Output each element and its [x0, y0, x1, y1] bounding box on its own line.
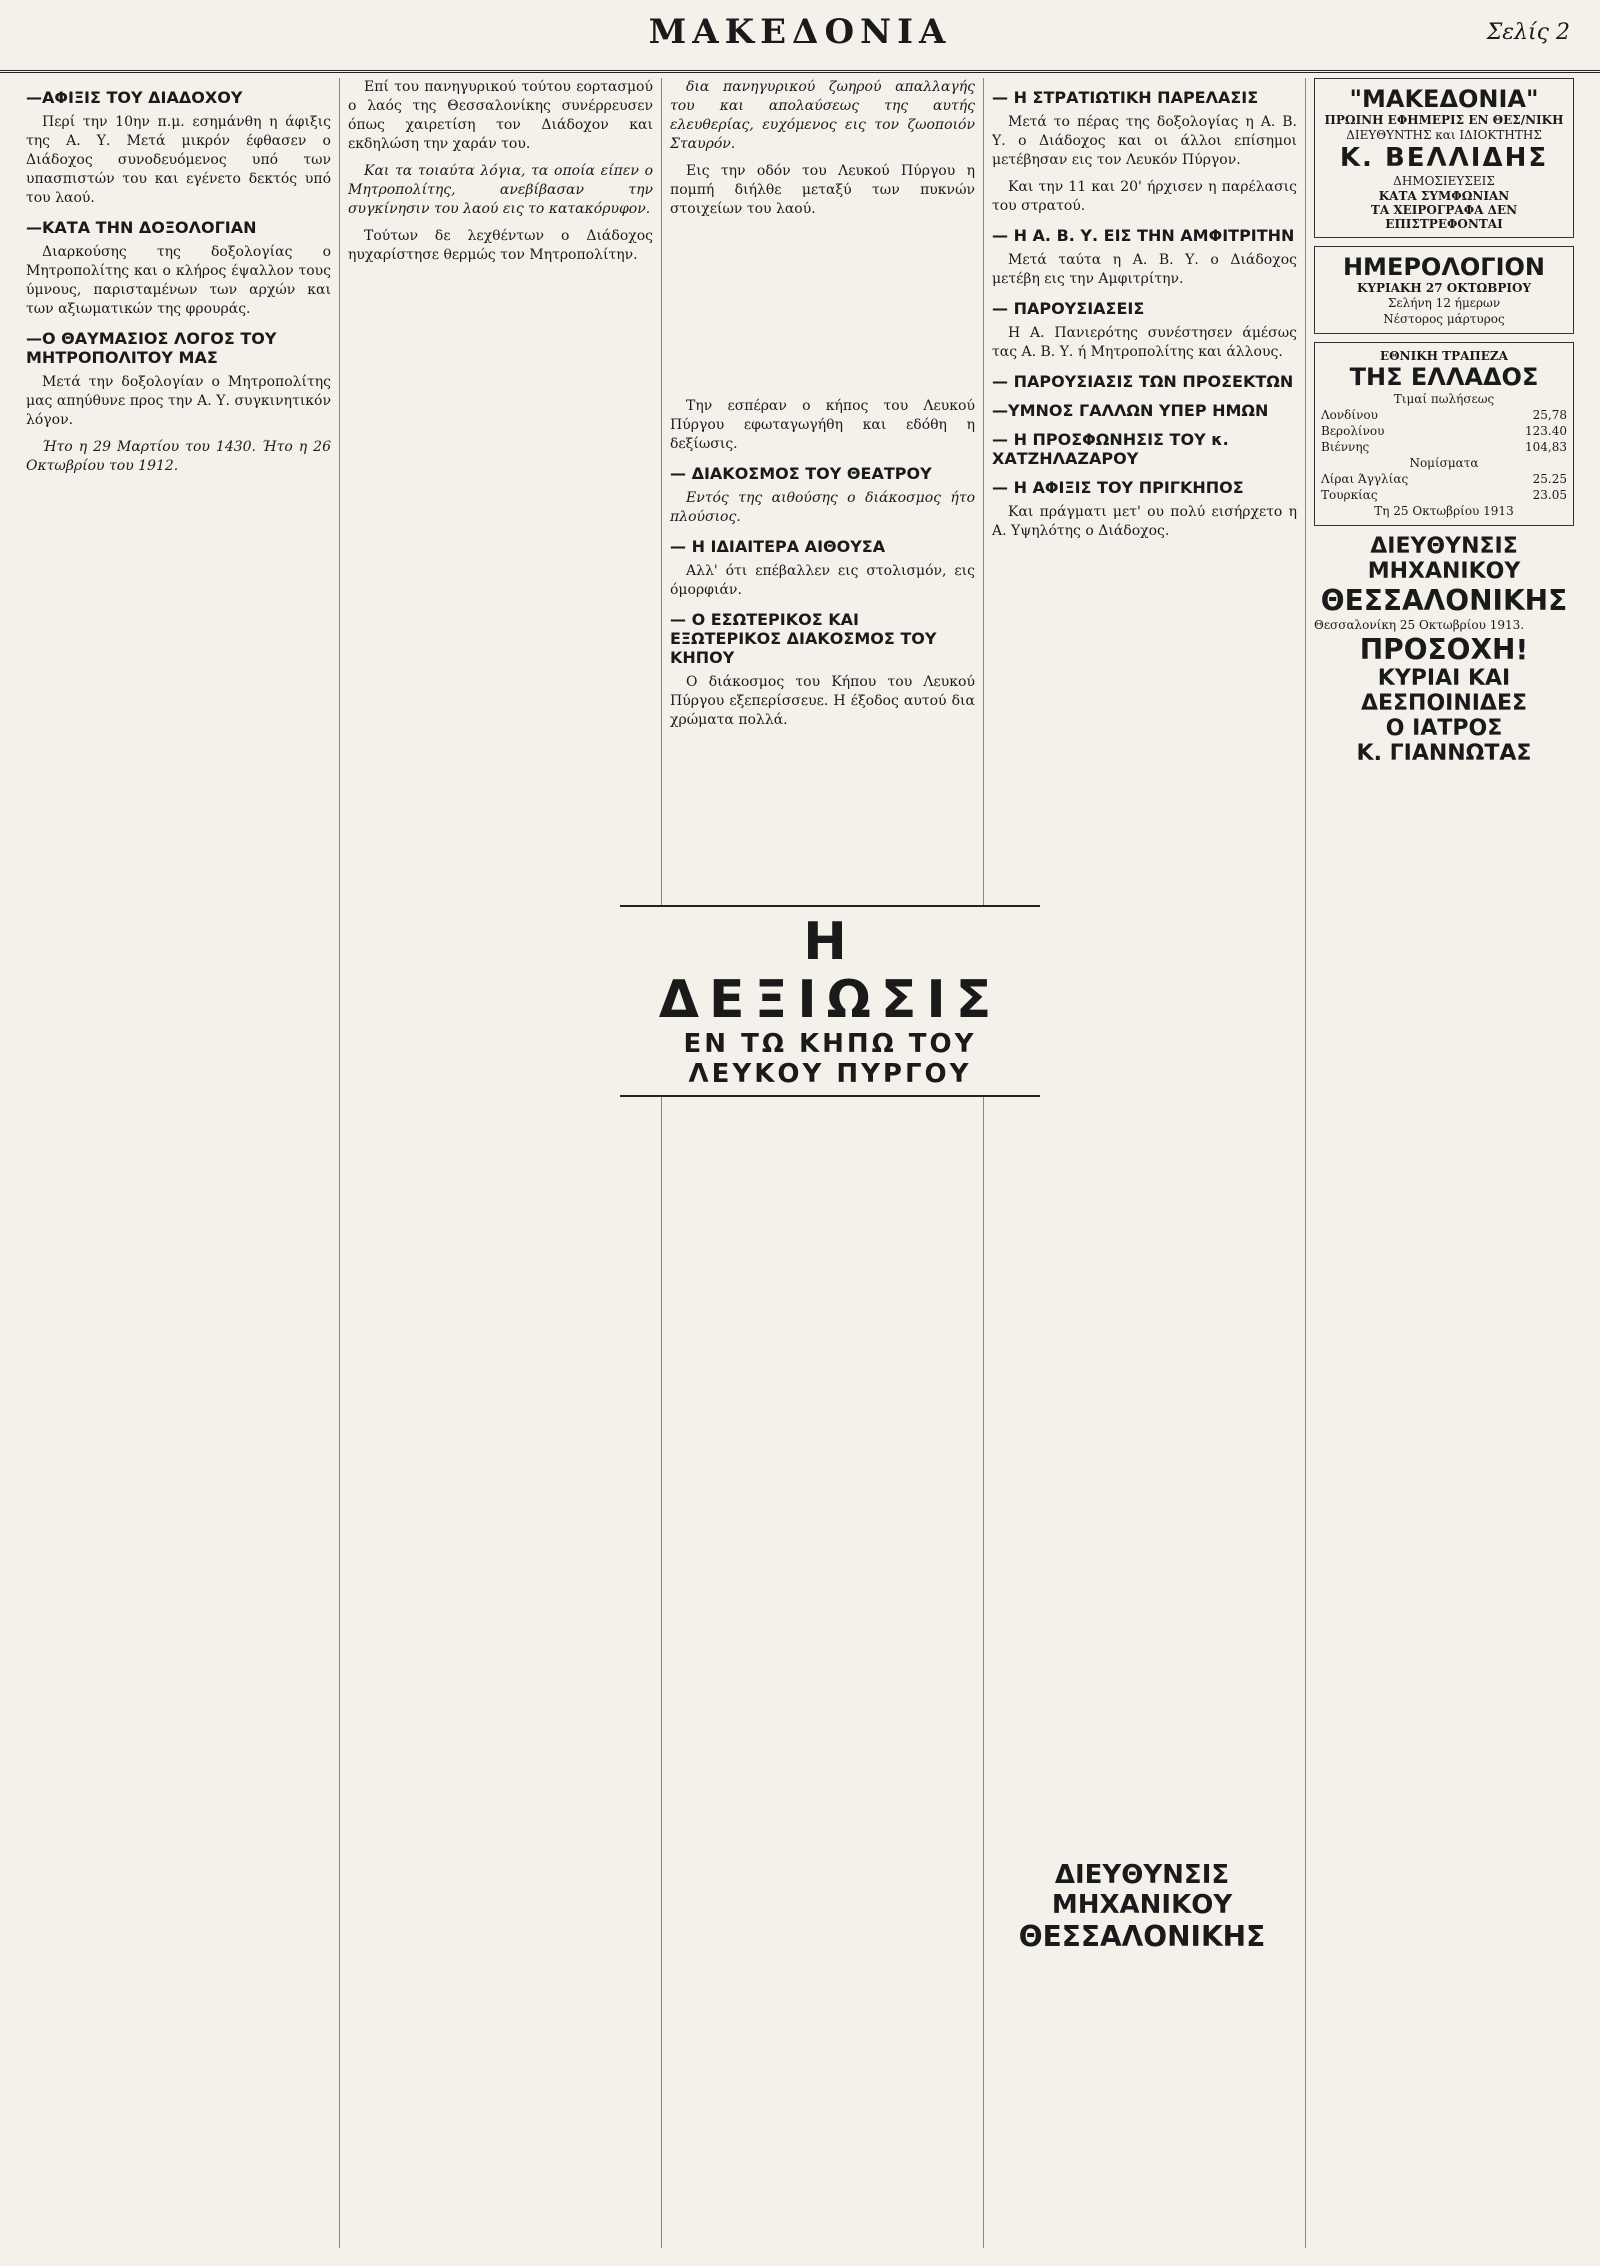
bank-title: ΕΘΝΙΚΗ ΤΡΑΠΕΖΑ [1380, 349, 1508, 363]
bank-title-2: ΤΗΣ ΕΛΛΑΔΟΣ [1349, 363, 1539, 391]
box-title: "ΜΑΚΕΔΟΝΙΑ" [1349, 85, 1539, 113]
masthead [0, 0, 1600, 73]
publisher-box [1314, 78, 1574, 238]
heading-garden: — Ο ΕΣΩΤΕΡΙΚΟΣ ΚΑΙ ΕΞΩΤΕΡΙΚΟΣ ΔΙΑΚΟΣΜΟΣ ΤΟΥ ΚΗΠΟΥ [670, 610, 937, 667]
calendar-box [1314, 246, 1574, 334]
column-5 [1306, 78, 1582, 2248]
engineer-date: Θεσσαλονίκη 25 Οκτωβρίου 1913. [1314, 618, 1525, 632]
headline-line-1: Η ΔΕΞΙΩΣΙΣ [658, 912, 1002, 1030]
paragraph: Την εσπέραν ο κήπος του Λευκού Πύργου εφωταγωγήθη και εδόθη η δεξίωσις. [670, 398, 975, 452]
paragraph: Περί την 10ην π.μ. εσημάνθη η άφιξις της Α. Υ. Μετά μικρόν έφθασεν ο Διάδοχος συνοδευόμενος υπό των υπασπιστών του και εγένετο δεκτός υπό του λαού. [26, 114, 331, 206]
heading-hall: — Η ΙΔΙΑΙΤΕΡΑ ΑΙΘΟΥΣΑ [670, 537, 886, 556]
rate-row: Τουρκίας 23.05 [1321, 488, 1567, 502]
heading-prince: — Η ΑΦΙΞΙΣ ΤΟΥ ΠΡΙΓΚΗΠΟΣ [992, 478, 1244, 497]
calendar-saint: Νέστορος μάρτυρος [1383, 312, 1505, 326]
rate-row: Βιέννης 104,83 [1321, 440, 1567, 454]
ad-line-2: ΘΕΣΣΑΛΟΝΙΚΗΣ [1018, 1920, 1266, 1953]
heading-presentations: — ΠΑΡΟΥΣΙΑΣΕΙΣ [992, 299, 1145, 318]
rate-row: Λονδίνου 25,78 [1321, 408, 1567, 422]
heading-theatre: — ΔΙΑΚΟΣΜΟΣ ΤΟΥ ΘΕΑΤΡΟΥ [670, 464, 932, 483]
paragraph: Ήτο η 29 Μαρτίου του 1430. Ήτο η 26 Οκτωβρίου του 1912. [26, 439, 331, 474]
attention-ad-subtitle: ΚΥΡΙΑΙ ΚΑΙ ΔΕΣΠΟΙΝΙΔΕΣ [1360, 666, 1528, 716]
column-1 [18, 78, 340, 2248]
column-2 [340, 78, 662, 2248]
page-number: Σελίς 2 [1486, 20, 1570, 45]
paragraph: Επί του πανηγυρικού τούτου εορτασμού ο λαός της Θεσσαλονίκης συνέρρευσεν όπως χαιρετίση τον Διάδοχον και εκδηλώση την χαράν του. [348, 79, 653, 152]
attention-ad-title: ΠΡΟΣΟΧΗ! [1359, 633, 1529, 666]
calendar-date: ΚΥΡΙΑΚΗ 27 ΟΚΤΩΒΡΙΟΥ [1356, 281, 1532, 295]
box-pub: ΔΗΜΟΣΙΕΥΣΕΙΣ [1393, 174, 1495, 188]
box-agreement: ΚΑΤΑ ΣΥΜΦΩΝΙΑΝ [1378, 189, 1510, 203]
paragraph: Και τα τοιαύτα λόγια, τα οποία είπεν ο Μητροπολίτης, ανεβίβασαν την συγκίνησιν του λαού εις το κατακόρυφον. [348, 163, 653, 217]
paragraph: Τούτων δε λεχθέντων ο Διάδοχος ηυχαρίστησε θερμώς τον Μητροπολίτην. [348, 228, 653, 263]
ad-line-1: ΔΙΕΥΘΥΝΣΙΣ ΜΗΧΑΝΙΚΟΥ [1051, 1860, 1233, 1920]
engineer-ad-title: ΔΙΕΥΘΥΝΣΙΣ ΜΗΧΑΝΙΚΟΥ [1367, 534, 1521, 584]
paragraph: Μετά την δοξολογίαν ο Μητροπολίτης μας απηύθυνε προς την Α. Υ. συγκινητικόν λόγον. [26, 374, 331, 428]
paragraph: Διαρκούσης της δοξολογίας ο Μητροπολίτης και ο κλήρος έψαλλον τους ύμνους, παρισταμένων των αρχών και των αξιωματικών της φρουράς. [26, 244, 331, 317]
bank-box [1314, 342, 1574, 526]
paragraph: Αλλ' ότι επέβαλλεν εις στολισμόν, εις όμορφιάν. [670, 563, 975, 598]
bank-coins-label: Νομίσματα [1409, 456, 1479, 470]
heading-doxology: —ΚΑΤΑ ΤΗΝ ΔΟΞΟΛΟΓΙΑΝ [26, 218, 257, 237]
column-3 [662, 78, 984, 2248]
bank-rates-label: Τιμαί πωλήσεως [1393, 392, 1495, 406]
paragraph: Μετά το πέρας της δοξολογίας η Α. Β. Υ. ο Διάδοχος και οι άλλοι επίσημοι μετέβησαν εις τον Λευκόν Πύργον. [992, 114, 1297, 168]
paragraph: Εντός της αιθούσης ο διάκοσμος ήτο πλούσιος. [670, 490, 975, 525]
heading-hymn: —ΥΜΝΟΣ ΓΑΛΛΩΝ ΥΠΕΡ ΗΜΩΝ [992, 401, 1269, 420]
rate-row: Λίραι Άγγλίας 25.25 [1321, 472, 1567, 486]
doctor-label: Ο ΙΑΤΡΟΣ [1385, 716, 1503, 741]
box-owner: Κ. ΒΕΛΛΙΔΗΣ [1339, 143, 1549, 173]
heading-presentations-2: — ΠΑΡΟΥΣΙΑΣΙΣ ΤΩΝ ΠΡΟΣΕΚΤΩΝ [992, 372, 1294, 391]
paragraph: Η Α. Πανιερότης συνέστησεν άμέσως τας Α. Β. Υ. ή Μητροπολίτης και άλλους. [992, 325, 1297, 360]
box-owner-label: ΔΙΕΥΘΥΝΤΗΣ και ΙΔΙΟΚΤΗΤΗΣ [1346, 128, 1542, 142]
box-manuscripts: ΤΑ ΧΕΙΡΟΓΡΑΦΑ ΔΕΝ ΕΠΙΣΤΡΕΦΟΝΤΑΙ [1370, 203, 1518, 231]
heading-amphitrite: — Η Α. Β. Υ. ΕΙΣ ΤΗΝ ΑΜΦΙΤΡΙΤΗΝ [992, 226, 1295, 245]
paragraph: δια πανηγυρικού ζωηρού απαλλαγής του και απολαύσεως της αυτής ελευθερίας, ευχόμενος εις τον ζωοποιόν Σταυρόν. [670, 79, 975, 152]
engineer-ad-city: ΘΕΣΣΑΛΟΝΙΚΗΣ [1320, 584, 1568, 617]
paragraph: Ο διάκοσμος του Κήπου του Λευκού Πύργου εξεπερίσσευε. Η έξοδος αυτού δια χρώματα πολλά. [670, 674, 975, 728]
main-headline [620, 905, 1040, 1097]
paragraph: Μετά ταύτα η Α. Β. Υ. ο Διάδοχος μετέβη εις την Αμφιτρίτην. [992, 252, 1297, 287]
heading-parade: — Η ΣΤΡΑΤΙΩΤΙΚΗ ΠΑΡΕΛΑΣΙΣ [992, 88, 1259, 107]
engineer-ad-box [1012, 1860, 1272, 1953]
heading-arrival: —ΑΦΙΞΙΣ ΤΟΥ ΔΙΑΔΟΧΟΥ [26, 88, 243, 107]
heading-address: — Η ΠΡΟΣΦΩΝΗΣΙΣ ΤΟΥ κ. ΧΑΤΖΗΛΑΖΑΡΟΥ [992, 430, 1229, 468]
newspaper-title: ΜΑΚΕΔΟΝΙΑ [648, 12, 952, 52]
calendar-title: ΗΜΕΡΟΛΟΓΙΟΝ [1342, 253, 1546, 281]
doctor-name: Κ. ΓΙΑΝΝΩΤΑΣ [1356, 741, 1532, 766]
paragraph: Και την 11 και 20' ήρχισεν η παρέλασις του στρατού. [992, 179, 1297, 214]
columns [18, 78, 1582, 2248]
headline-line-2: ΕΝ ΤΩ ΚΗΠΩ ΤΟΥ ΛΕΥΚΟΥ ΠΥΡΓΟΥ [683, 1029, 977, 1089]
heading-speech: —Ο ΘΑΥΜΑΣΙΟΣ ΛΟΓΟΣ ΤΟΥ ΜΗΤΡΟΠΟΛΙΤΟΥ ΜΑΣ [26, 329, 277, 367]
bank-date: Τη 25 Οκτωβρίου 1913 [1374, 504, 1514, 518]
paragraph: Εις την οδόν του Λευκού Πύργου η πομπή διήλθε μεταξύ των πυκνών στοιχείων του λαού. [670, 163, 975, 217]
paragraph: Και πράγματι μετ' ου πολύ εισήρχετο η Α. Υψηλότης ο Διάδοχος. [992, 504, 1297, 539]
calendar-moon: Σελήνη 12 ήμερων [1387, 296, 1501, 310]
rate-row: Βερολίνου 123.40 [1321, 424, 1567, 438]
box-subtitle: ΠΡΩΙΝΗ ΕΦΗΜΕΡΙΣ ΕΝ ΘΕΣ/ΝΙΚΗ [1324, 113, 1564, 127]
